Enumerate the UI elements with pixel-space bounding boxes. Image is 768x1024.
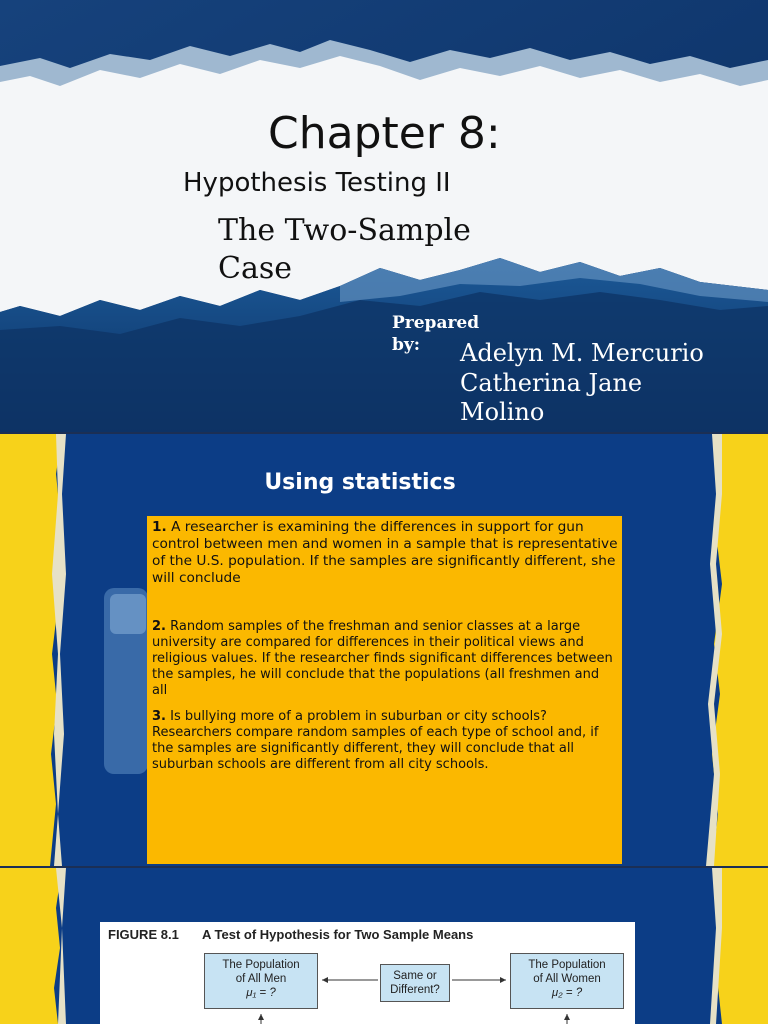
slide-heading: Using statistics (264, 470, 456, 495)
figure-slide (0, 868, 768, 1024)
example-item-3 (152, 709, 618, 773)
hypothesis-figure (100, 922, 635, 1024)
mean-symbol: μ₂ = ? (551, 987, 583, 999)
population-men-box (204, 953, 318, 1009)
authors-list (460, 339, 760, 428)
example-number: 2. (152, 619, 166, 634)
box-line: The Population (528, 959, 606, 971)
slide-title: Chapter 8: (268, 108, 501, 159)
slide-subtitle-secondary: The Two-Sample Case (218, 213, 471, 286)
figure-title: A Test of Hypothesis for Two Sample Means (202, 927, 474, 942)
mean-symbol: μ₁ = ? (246, 987, 276, 999)
population-women-box (510, 953, 624, 1009)
box-line: of All Women (533, 973, 601, 985)
example-text: A researcher is examining the differences in support for gun control between men and women in a sample that is representative of the U.S. population. If the samples are significantly different, she will conclude (152, 519, 618, 586)
example-number: 1. (152, 519, 167, 535)
using-statistics-slide (0, 434, 768, 866)
author-line: Adelyn M. Mercurio (460, 339, 704, 367)
author-line: Catherina Jane (460, 368, 643, 397)
box-line: of All Men (235, 973, 287, 985)
box-line: Different? (390, 984, 440, 996)
example-item-1 (152, 519, 618, 605)
example-text: Is bullying more of a problem in suburban or city schools? Researchers compare random samples of each type of school and, if the samples are significantly different, they will conclude that all suburban schools are different from all city schools. (152, 709, 599, 772)
example-item-2 (152, 619, 618, 717)
same-or-different-box (380, 964, 450, 1002)
examples-textbox (147, 516, 622, 864)
box-line: Same or (393, 970, 437, 982)
box-line: The Population (222, 959, 300, 971)
title-slide (0, 0, 768, 432)
slide-subtitle: Hypothesis Testing II (183, 168, 451, 198)
author-line: Molino (460, 398, 545, 426)
prepared-by-label: Prepared by: (392, 313, 480, 355)
figure-label: FIGURE 8.1 (108, 927, 179, 942)
example-number: 3. (152, 709, 166, 724)
example-text: Random samples of the freshman and senior classes at a large university are compared for differences in their political views and religious values. If the researcher finds significant differences between the samples, he will conclude that the populations (all freshmen and all (152, 619, 613, 698)
